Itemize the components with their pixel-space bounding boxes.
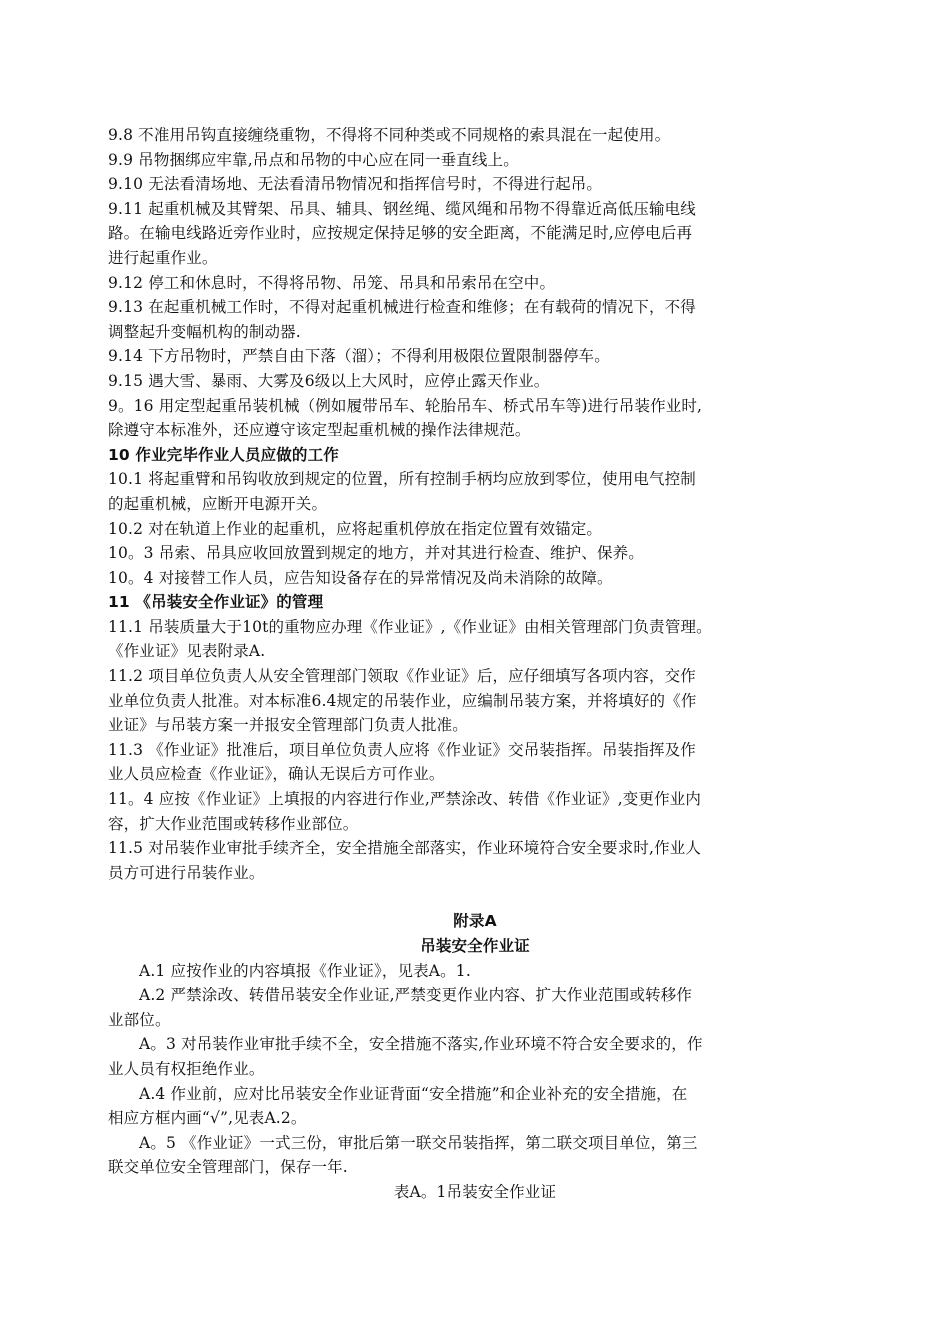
text-line: 9。16 用定型起重吊装机械（例如履带吊车、轮胎吊车、桥式吊车等)进行吊装作业时, <box>108 396 703 415</box>
text-line: 进行起重作业。 <box>108 248 218 267</box>
text-line: 业证》与吊装方案一并报安全管理部门负责人批准。 <box>108 716 468 735</box>
blank-line <box>108 885 842 909</box>
text-line: 11.2 项目单位负责人从安全管理部门领取《作业证》后，应仔细填写各项内容，交作 <box>108 667 696 686</box>
text-line: 除遵守本标准外，还应遵守该定型起重机械的操作法律规范。 <box>108 421 531 440</box>
text-line: 容，扩大作业范围或转移作业部位。 <box>108 814 359 833</box>
text-line: 《作业证》见表附录A. <box>108 642 266 661</box>
table-caption: 表A。1吊装安全作业证 <box>393 1182 557 1201</box>
text-line: 的起重机械，应断开电源开关。 <box>108 494 328 513</box>
text-line: 9.10 无法看清场地、无法看清吊物情况和指挥信号时，不得进行起吊。 <box>108 175 603 194</box>
appendix-title: 附录A <box>453 912 497 931</box>
text-line: 11.3 《作业证》批准后，项目单位负责人应将《作业证》交吊装指挥。吊装指挥及作 <box>108 740 696 759</box>
text-line: 联交单位安全管理部门，保存一年. <box>108 1158 348 1177</box>
text-line: 员方可进行吊装作业。 <box>108 863 265 882</box>
section-10-heading: 10 作业完毕作业人员应做的工作 <box>108 445 339 464</box>
text-line: 路。在输电线路近旁作业时，应按规定保持足够的安全距离，不能满足时,应停电后再 <box>108 224 693 243</box>
text-line: 10。3 吊索、吊具应收回放置到规定的地方，并对其进行检查、维护、保养。 <box>108 544 644 563</box>
section-11-heading: 11 《吊装安全作业证》的管理 <box>108 593 324 612</box>
appendix-subtitle: 吊装安全作业证 <box>420 937 530 955</box>
text-line: 9.8 不准用吊钩直接缠绕重物，不得将不同种类或不同规格的索具混在一起使用。 <box>108 126 671 144</box>
text-line: 11.1 吊装质量大于10t的重物应办理《作业证》,《作业证》由相关管理部门负责管理。 <box>108 617 712 636</box>
section-11-clauses <box>108 615 842 886</box>
text-line: 10.1 将起重臂和吊钩收放到规定的位置，所有控制手柄均应放到零位，使用电气控制 <box>108 470 696 489</box>
text-line: 9.13 在起重机械工作时，不得对起重机械进行检查和维修；在有载荷的情况下，不得 <box>108 298 696 317</box>
text-line: A。3 对吊装作业审批手续不全，安全措施不落实,作业环境不符合安全要求的，作 <box>139 1035 703 1054</box>
text-line: 9.15 遇大雪、暴雨、大雾及6级以上大风时，应停止露天作业。 <box>108 371 550 390</box>
text-line: A。5 《作业证》一式三份，审批后第一联交吊装指挥，第二联交项目单位，第三 <box>139 1133 698 1152</box>
text-line: 9.12 停工和休息时，不得将吊物、吊笼、吊具和吊索吊在空中。 <box>108 273 556 292</box>
text-line: 10。4 对接替工作人员，应告知设备存在的异常情况及尚未消除的故障。 <box>108 568 613 587</box>
text-line: 9.11 起重机械及其臂架、吊具、辅具、钢丝绳、缆风绳和吊物不得靠近高低压输电线 <box>108 199 696 218</box>
section-9-clauses <box>108 123 842 443</box>
appendix-clauses <box>108 959 842 1180</box>
text-line: 11.5 对吊装作业审批手续齐全，安全措施全部落实，作业环境符合安全要求时,作业人 <box>108 839 702 858</box>
text-line: A.1 应按作业的内容填报《作业证》，见表A。1. <box>139 961 471 980</box>
text-line: A.4 作业前，应对比吊装安全作业证背面“安全措施”和企业补充的安全措施，在 <box>139 1084 688 1103</box>
text-line: 9.9 吊物捆绑应牢靠,吊点和吊物的中心应在同一垂直线上。 <box>108 150 519 169</box>
text-line: A.2 严禁涂改、转借吊装安全作业证,严禁变更作业内容、扩大作业范围或转移作 <box>139 986 693 1005</box>
text-line: 10.2 对在轨道上作业的起重机，应将起重机停放在指定位置有效锚定。 <box>108 519 603 538</box>
text-line: 9.14 下方吊物时，严禁自由下落（溜）；不得利用极限位置限制器停车。 <box>108 347 610 366</box>
text-line: 业单位负责人批准。对本标准6.4规定的吊装作业，应编制吊装方案，并将填好的《作 <box>108 691 697 710</box>
text-line: 相应方框内画“√”,见表A.2。 <box>108 1109 307 1128</box>
text-line: 调整起升变幅机构的制动器. <box>108 322 301 341</box>
section-10-clauses <box>108 467 842 590</box>
text-line: 业人员应检查《作业证》，确认无误后方可作业。 <box>108 765 445 784</box>
text-line: 业部位。 <box>108 1010 171 1029</box>
text-line: 11。4 应按《作业证》上填报的内容进行作业,严禁涂改、转借《作业证》,变更作业内 <box>108 790 702 809</box>
text-line: 业人员有权拒绝作业。 <box>108 1059 265 1078</box>
